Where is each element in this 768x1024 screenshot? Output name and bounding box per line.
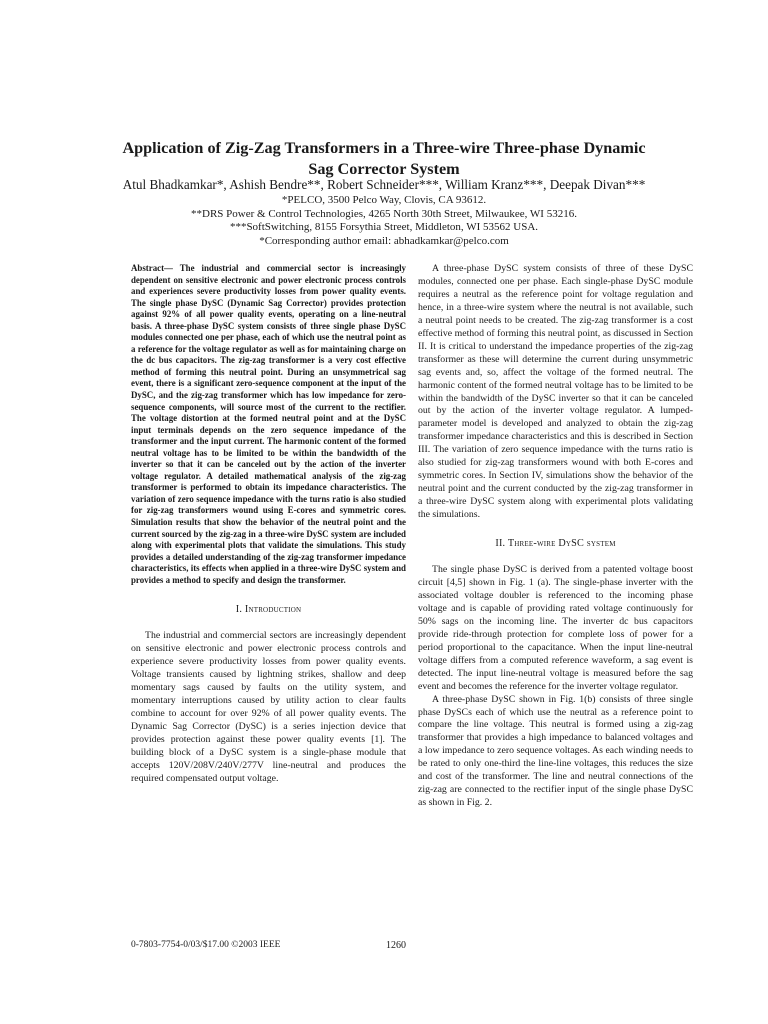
paper-title: Application of Zig-Zag Transformers in a Three-wire Three-phase Dynamic Sag Corrector System bbox=[122, 139, 646, 178]
affiliation-drs: **DRS Power & Control Technologies, 4265 North 30th Street, Milwaukee, WI 53216. bbox=[191, 207, 577, 220]
right-column bbox=[418, 263, 693, 810]
corresponding-author: *Corresponding author email: abhadkamkar@pelco.com bbox=[259, 234, 509, 247]
section-heading-three-wire: II. Three-wire DySC system bbox=[495, 538, 616, 550]
body-paragraph-1: A three-phase DySC system consists of three of these DySC modules, connected one per phase. Each single-phase DySC module requires a neutral as the reference point for voltage regulation and hence, in a three-wire system where the neutral is not available, such a neutral point needs to be created. The zig-zag transformer is a cost effective method of forming this neutral point, as discussed in Section II. It is critical to understand the impedance properties of the zig-zag transformer as these will determine the current during unsymmetric sag events and, so, affect the voltage of the formed neutral. The harmonic content of the formed neutral voltage has to be limited to be within the bandwidth of the DySC inverter so that it can be canceled out by the action of the inverter voltage regulator. A lumped-parameter model is developed and analyzed to obtain the zig-zag transformer impedance characteristics and this is described in Section III. The variation of zero sequence impedance with the turns ratio is also studied for zig-zag transformers wound with both E-cores and symmetric cores. In Section IV, simulations show the behavior of the neutral point and the current conducted by the zig-zag transformer in a three-wire DySC system along with experimental plots validating the simulations. bbox=[418, 263, 693, 521]
affiliation-softswitching: ***SoftSwitching, 8155 Forsythia Street, Middleton, WI 53562 USA. bbox=[229, 221, 539, 234]
affiliation-pelco: *PELCO, 3500 Pelco Way, Clovis, CA 93612. bbox=[281, 194, 487, 206]
abstract bbox=[131, 263, 406, 586]
affiliations bbox=[90, 194, 678, 248]
body-paragraph-3: A three-phase DySC shown in Fig. 1(b) consists of three single phase DySCs each of which use the neutral as a reference point to compare the line voltage. This neutral is formed using a zig-zag transformer that provides a high impedance to balanced voltages and a low impedance to zero sequence voltages. As each winding needs to be rated to only one-third the line-line voltages, this reduces the size and cost of the transformer. The line and neutral connections of the zig-zag are connected to the rectifier input of the single phase DySC as shown in Fig. 2. bbox=[418, 693, 693, 809]
left-column bbox=[131, 263, 406, 786]
section-heading-introduction: I. Introduction bbox=[235, 604, 302, 616]
page-number: 1260 bbox=[386, 940, 406, 951]
author-list: Atul Bhadkamkar*, Ashish Bendre**, Robert Schneider***, William Kranz***, Deepak Divan*** bbox=[122, 177, 646, 192]
abstract-label: Abstract— bbox=[131, 263, 173, 273]
body-paragraph-2: The single phase DySC is derived from a patented voltage boost circuit [4,5] shown in Fig. 1 (a). The single-phase inverter with the associated voltage doubler is referenced to the incoming phase voltage and is capable of providing rated voltage continuously for 50% sags on the incoming line. The inverter dc bus capacitors provide ride-through protection for complete loss of power for a period proportional to the capacitance. When the input line-neutral voltage differs from a computed reference waveform, a sag event is detected. The input line-neutral voltage is measured before the sag event and becomes the reference for the inverter voltage regulator. bbox=[418, 564, 693, 692]
copyright-footer: 0-7803-7754-0/03/$17.00 ©2003 IEEE bbox=[131, 940, 281, 950]
introduction-paragraph: The industrial and commercial sectors are increasingly dependent on sensitive electronic and power electronic process controls and experience severe productivity losses from power quality events. Voltage transients caused by lightning strikes, shallow and deep momentary sags caused by faults on the utility system, and momentary interruptions caused by utility action to clear faults combine to account for over 92% of all power quality events. The Dynamic Sag Corrector (DySC) is a series injection device that provides protection against these power quality events [1]. The building block of a DySC system is a single-phase module that accepts 120V/208V/240V/277V line-neutral and produces the required compensated output voltage. bbox=[131, 630, 406, 784]
abstract-text: The industrial and commercial sector is increasingly dependent on sensitive electronic and power electronic process controls and experiences severe productivity losses from power quality events. The single phase DySC (Dynamic Sag Corrector) provides protection against 92% of all power quality events, operating on a line-neutral basis. A three-phase DySC system consists of three single phase DySC modules connected one per phase, each of which use the neutral point as a reference for the voltage regulator as well as for maintaining charge on the dc bus capacitors. The zig-zag transformer is a very cost effective method of forming this neutral point. During an unsymmetrical sag event, there is a significant zero-sequence component at the input of the DySC, and the zig-zag transformer which has low impedance for zero-sequence components, will source most of the current to the rectifier. The voltage distortion at the formed neutral point and at the DySC input terminals depends on the zero sequence impedance of the transformer and the input current. The harmonic content of the formed neutral voltage has to be limited to be within the bandwidth of the inverter so that it can be canceled out by the action of the inverter voltage regulator. A detailed mathematical analysis of the zig-zag transformer is performed to obtain its impedance characteristics. The variation of zero sequence impedance with the turns ratio is also studied for zig-zag transformers wound using E-cores and symmetric cores. Simulation results that show the behavior of the neutral point and the current sourced by the zig-zag in a three-wire DySC system are included along with experimental plots that validate the simulations. This study provides a detailed understanding of the zig-zag transformer impedance characteristics, its effects when applied in a three-wire DySC system and provides a method to specify and design the transformer. bbox=[131, 263, 406, 585]
